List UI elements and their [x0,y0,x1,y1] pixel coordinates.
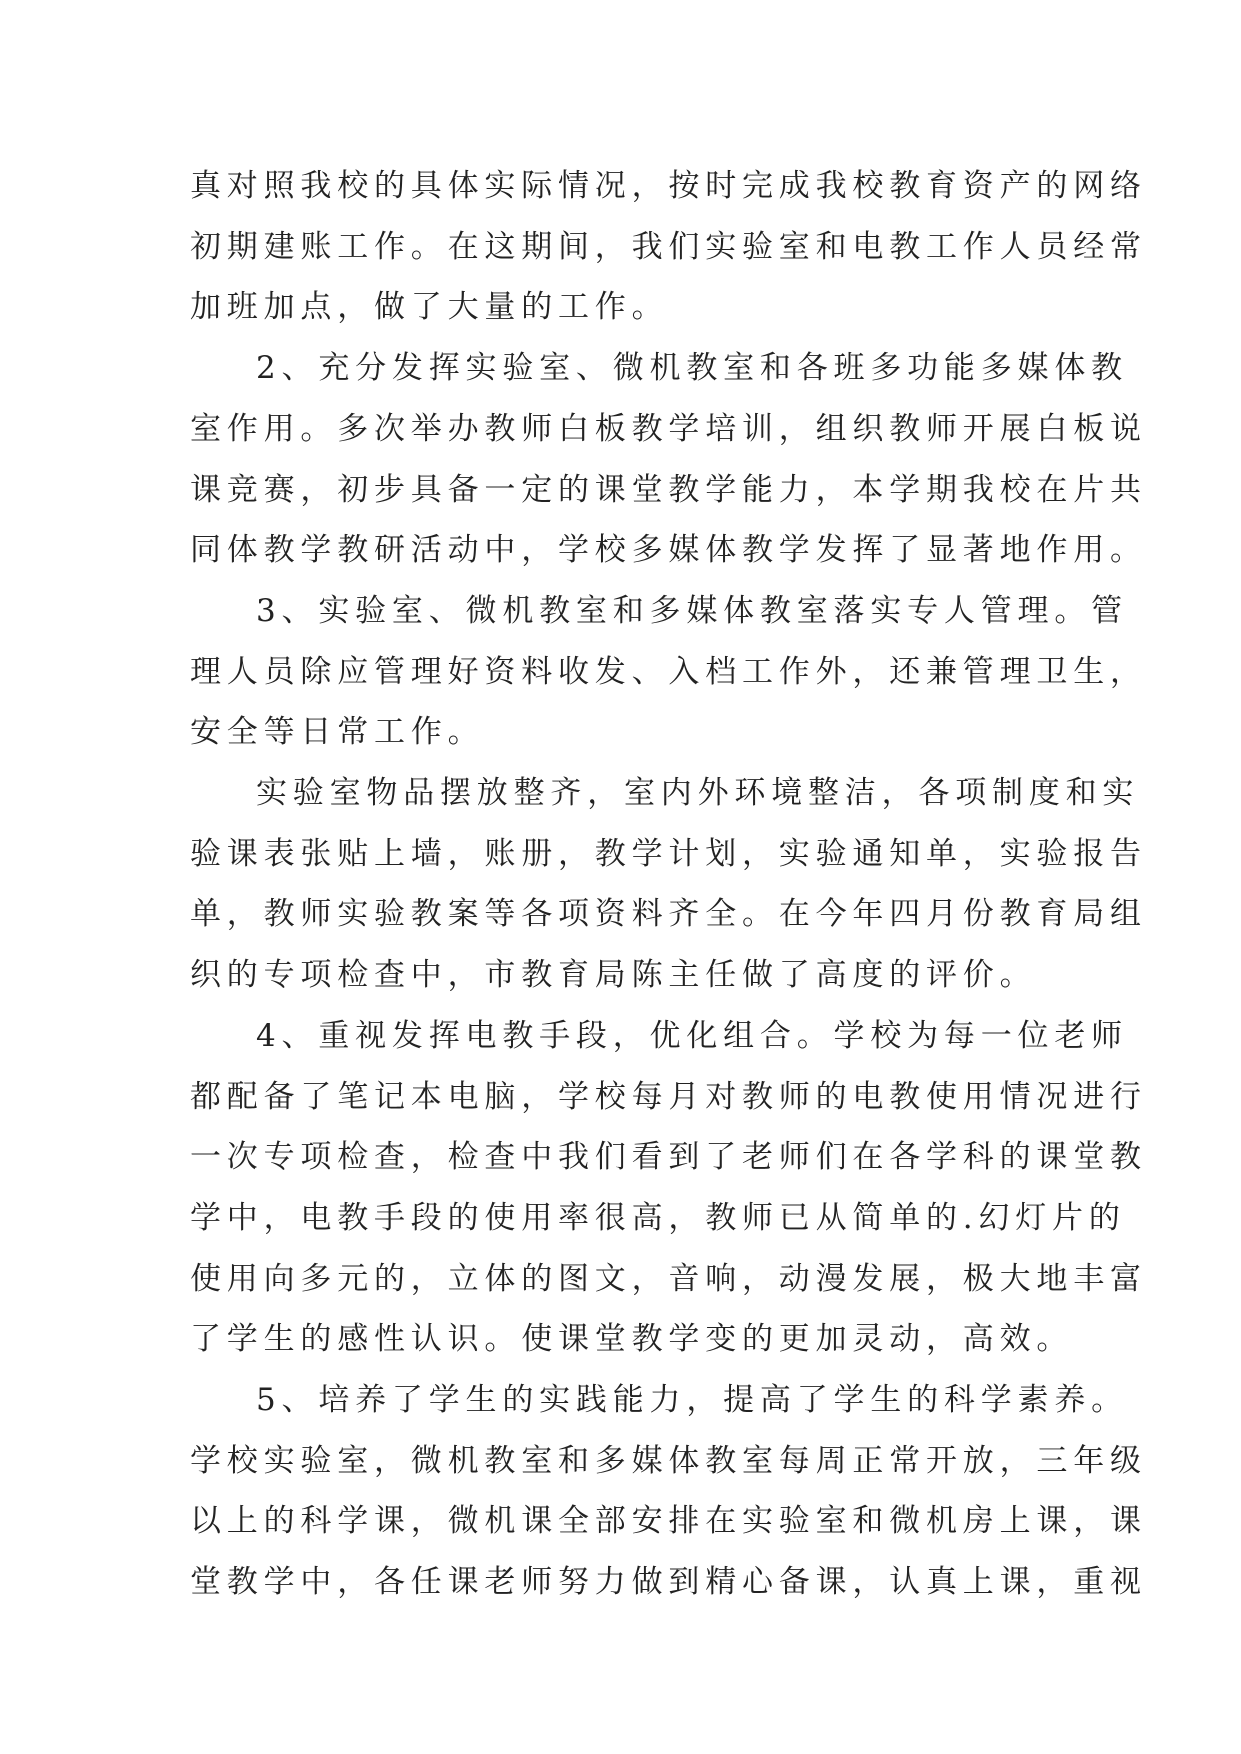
text-line: 4、重视发挥电教手段，优化组合。学校为每一位老师 [256,1017,1128,1054]
text-line: 学中，电教手段的使用率很高，教师已从简单的.幻灯片的 [190,1199,1126,1236]
text-line: 使用向多元的，立体的图文，音响，动漫发展，极大地丰富 [190,1260,1147,1297]
text-line: 同体教学教研活动中，学校多媒体教学发挥了显著地作用。 [190,532,1147,569]
text-line: 织的专项检查中，市教育局陈主任做了高度的评价。 [190,957,1037,994]
paragraph [190,338,1147,581]
text-line: 堂教学中，各任课老师努力做到精心备课，认真上课，重视 [190,1564,1147,1601]
text-line: 3、实验室、微机教室和多媒体教室落实专人管理。管 [256,592,1128,629]
text-line: 真对照我校的具体实际情况，按时完成我校教育资产的网络 [190,168,1147,204]
text-line: 初期建账工作。在这期间，我们实验室和电教工作人员经常 [190,228,1147,265]
text-line: 实验室物品摆放整齐，室内外环境整洁，各项制度和实 [256,775,1140,812]
paragraph [190,156,1147,338]
text-line: 5、培养了学生的实践能力，提高了学生的科学素养。 [256,1382,1128,1419]
paragraph [190,1006,1147,1370]
paragraph [190,763,1147,1006]
document-body [190,156,1147,1613]
text-line: 一次专项检查，检查中我们看到了老师们在各学科的课堂教 [190,1139,1147,1176]
paragraph [190,1370,1147,1613]
text-line: 安全等日常工作。 [190,714,485,751]
text-line: 验课表张贴上墙，账册，教学计划，实验通知单，实验报告 [190,835,1147,872]
text-line: 都配备了笔记本电脑，学校每月对教师的电教使用情况进行 [190,1078,1147,1115]
text-line: 理人员除应管理好资料收发、入档工作外，还兼管理卫生， [190,653,1147,690]
text-line: 了学生的感性认识。使课堂教学变的更加灵动，高效。 [190,1321,1074,1358]
text-line: 学校实验室，微机教室和多媒体教室每周正常开放，三年级 [190,1442,1147,1479]
text-line: 单，教师实验教案等各项资料齐全。在今年四月份教育局组 [190,896,1147,933]
paragraph [190,581,1147,763]
text-line: 课竞赛，初步具备一定的课堂教学能力，本学期我校在片共 [190,471,1147,508]
text-line: 2、充分发挥实验室、微机教室和各班多功能多媒体教 [256,350,1128,387]
text-line: 室作用。多次举办教师白板教学培训，组织教师开展白板说 [190,410,1147,447]
text-line: 以上的科学课，微机课全部安排在实验室和微机房上课，课 [190,1503,1147,1540]
text-line: 加班加点，做了大量的工作。 [190,289,669,326]
